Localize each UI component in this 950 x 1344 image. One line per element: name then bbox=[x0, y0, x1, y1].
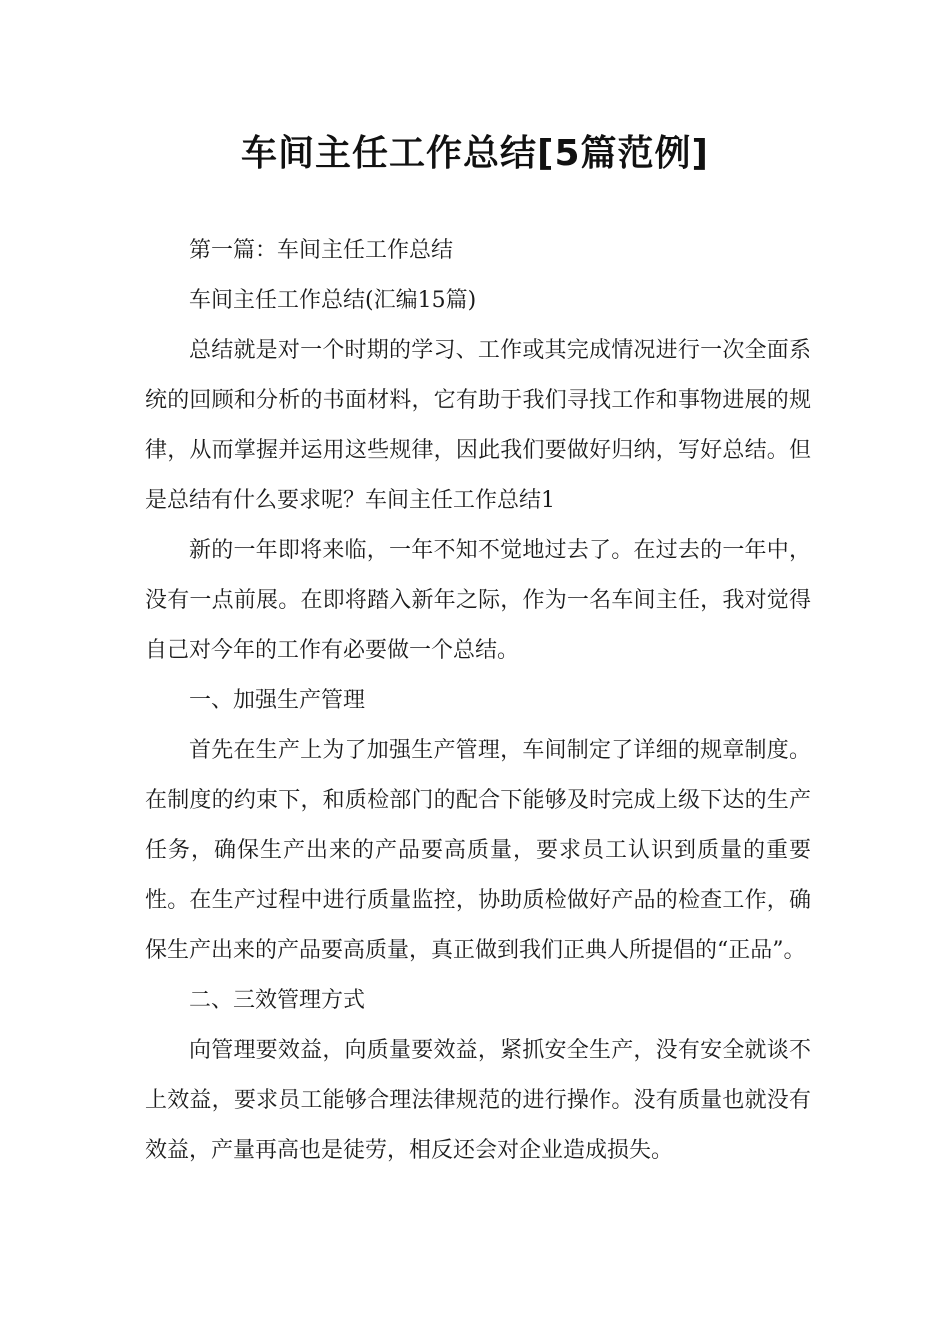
paragraph-2: 车间主任工作总结(汇编15篇) bbox=[189, 288, 477, 313]
paragraph-4: 新的一年即将来临，一年不知不觉地过去了。在过去的一年中，没有一点前展。在即将踏入新年之际，作为一名车间主任，我对觉得自己对今年的工作有必要做一个总结。 bbox=[145, 538, 811, 663]
section-heading-2: 二、三效管理方式 bbox=[189, 988, 366, 1013]
paragraph-3: 总结就是对一个时期的学习、工作或其完成情况进行一次全面系统的回顾和分析的书面材料，它有助于我们寻找工作和事物进展的规律，从而掌握并运用这些规律，因此我们要做好归纳，写好总结。但是总结有什么要求呢？车间主任工作总结1 bbox=[145, 338, 811, 513]
section-heading-1: 一、加强生产管理 bbox=[189, 688, 366, 713]
paragraph-5: 首先在生产上为了加强生产管理，车间制定了详细的规章制度。在制度的约束下，和质检部门的配合下能够及时完成上级下达的生产任务，确保生产出来的产品要高质量，要求员工认识到质量的重要性。在生产过程中进行质量监控，协助质检做好产品的检查工作，确保生产出来的产品要高质量，真正做到我们正典人所提倡的“正品”。 bbox=[145, 738, 811, 963]
paragraph-1: 第一篇：车间主任工作总结 bbox=[189, 238, 454, 263]
document-body bbox=[145, 226, 811, 1176]
document-title: 车间主任工作总结[5篇范例] bbox=[241, 133, 709, 174]
paragraph-6: 向管理要效益，向质量要效益，紧抓安全生产，没有安全就谈不上效益，要求员工能够合理法律规范的进行操作。没有质量也就没有效益，产量再高也是徒劳，相反还会对企业造成损失。 bbox=[145, 1038, 811, 1163]
